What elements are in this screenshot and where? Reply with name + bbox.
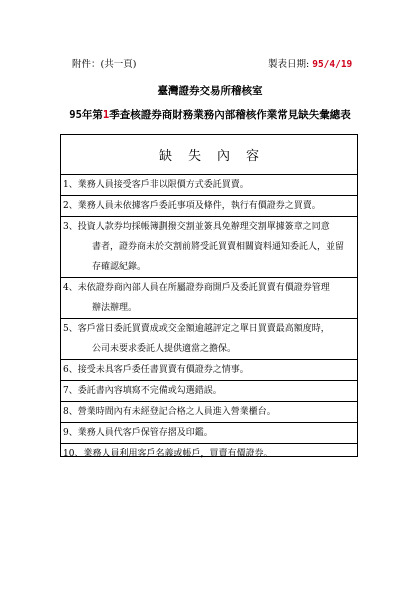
table-row <box>61 196 357 217</box>
table-row <box>61 175 357 196</box>
report-title-part2: 季查核證券商財務業務內部稽核作業常見缺失彙總表 <box>109 109 351 121</box>
row-text: 6、接受未具客戶委任書買賣有價證券之情事。 <box>63 365 249 375</box>
row-text: 1、業務人員接受客戶非以限價方式委託買賣。 <box>63 180 249 190</box>
row-text-continued: 辦法辦理。 <box>92 303 138 313</box>
table-row <box>61 278 357 319</box>
date-value: 95/4/19 <box>312 59 353 70</box>
table-row <box>61 402 357 423</box>
row-text: 9、業務人員代客戶保管存摺及印鑑。 <box>63 428 213 438</box>
table-row <box>61 319 357 360</box>
row-text: 4、未依證券商內部人員在所屬證券商開戶及委託買賣有價證券管理 <box>63 283 330 293</box>
row-text: 5、客戶當日委託買賣成或交金額逾越評定之單日買賣最高額度時， <box>63 324 330 334</box>
row-text-continued: 書者，證券商未於交割前將受託買賣相關資料通知委託人，並留 <box>92 242 345 252</box>
table-row <box>61 381 357 402</box>
table-row <box>61 423 357 444</box>
row-text-continued: 公司未要求委託人提供適當之擔保。 <box>92 344 237 354</box>
table-row <box>61 217 357 278</box>
table-header: 缺失內容 <box>61 135 357 175</box>
attachment-note: 附件：(共一頁) <box>72 59 137 70</box>
report-title-part1: 年第 <box>81 109 103 121</box>
row-text-continued: 存確認紀錄。 <box>92 262 147 272</box>
row-text: 2、業務人員未依據客戶委託事項及條件，執行有價證券之買賣。 <box>63 201 321 211</box>
row-text: 8、營業時間內有未經登記合格之人員進入營業櫃台。 <box>63 407 276 417</box>
date-label: 製表日期: <box>268 59 313 70</box>
date-line <box>268 56 352 70</box>
row-text: 10、業務人員利用客戶名義或帳戶，買賣有價證券。 <box>63 449 273 459</box>
table-row <box>61 360 357 381</box>
table-row <box>61 444 357 464</box>
row-text: 3、投資人款券均採帳簿劃撥交割並簽具免辦理交割單據簽章之同意 <box>63 222 330 232</box>
organization-title: 臺灣證券交易所稽核室 <box>157 85 263 97</box>
report-title <box>0 107 420 122</box>
report-title-quarter: 1 <box>102 109 110 121</box>
deficiency-table <box>60 134 358 457</box>
row-text: 7、委託書內容填寫不完備或勾選錯誤。 <box>63 386 222 396</box>
report-title-year: 95 <box>69 109 82 121</box>
